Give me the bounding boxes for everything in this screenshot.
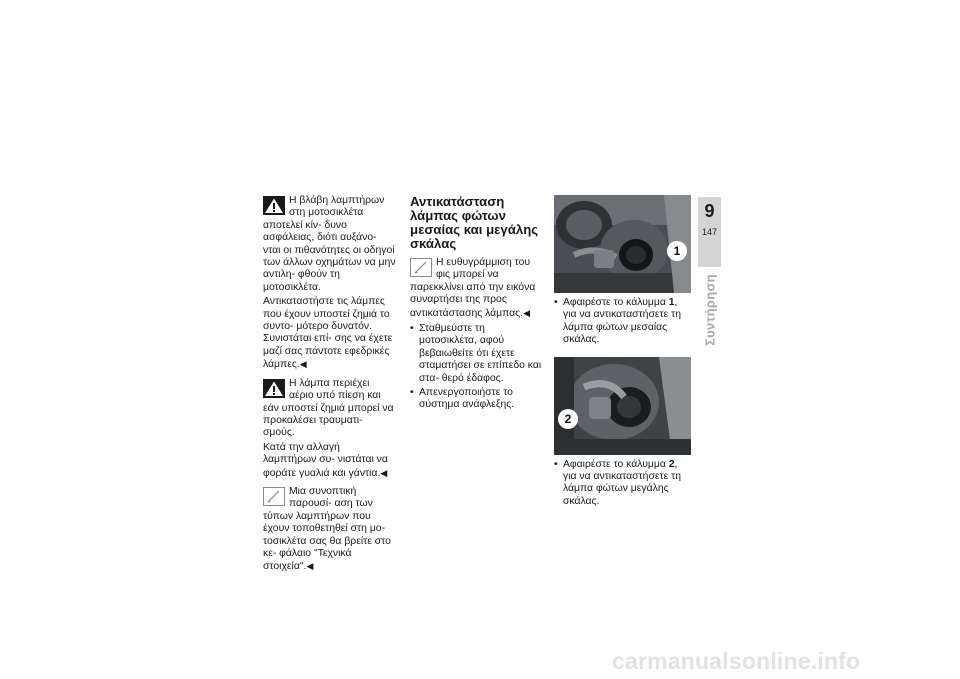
step-text: , για να αντικαταστήσετε τη λάμπα φώτων μεσαίας σκάλας. xyxy=(563,297,681,346)
right-column xyxy=(554,195,691,510)
photo-illustration xyxy=(554,357,691,455)
end-mark: ◀ xyxy=(306,561,314,572)
list-item: • Σταθμεύστε τη μοτοσικλέτα, αφού βεβαιωθείτε ότι έχετε σταματήσει σε επίπεδο και στα- θερό έδαφος. xyxy=(410,323,545,385)
warning-triangle-icon xyxy=(263,379,285,398)
photo-low-beam-cover xyxy=(554,195,691,293)
end-mark: ◀ xyxy=(380,467,388,478)
watermark: carmanualsonline.info xyxy=(612,648,861,674)
note-text: Η ευθυγράμμιση του φις μπορεί να παρεκκλίνει από την εικόνα συναρτήσει της προς αντικατάστασης λάμπας. xyxy=(410,257,536,319)
chapter-title-text: Συντήρηση xyxy=(702,274,718,346)
step-list xyxy=(410,323,545,412)
chapter-tab xyxy=(698,197,721,267)
warning-text-continued: Κατά την αλλαγή λαμπτήρων συ- νιστάται να φοράτε γυαλιά και γάντια. xyxy=(263,441,388,479)
step-callout-number: 2 xyxy=(668,458,675,470)
photo-high-beam-cover xyxy=(554,357,691,455)
middle-column xyxy=(410,195,545,414)
section-heading: Αντικατάσταση λάμπας φώτων μεσαίας και μεγάλης σκάλας xyxy=(410,194,539,251)
warning-block-damaged-bulbs xyxy=(263,195,396,294)
list-item xyxy=(554,297,691,347)
step-list xyxy=(554,297,691,347)
callout-label: 2 xyxy=(558,409,578,429)
note-block-alignment xyxy=(410,257,545,320)
warning-block-pressurized-gas xyxy=(263,378,396,440)
note-text: Μια συνοπτική παρουσί- αση των τύπων λαμπτήρων που έχουν τοποθετηθεί στη μο- τοσικλέτα σας θα βρείτε στο κε- φάλαιο "Τεχνικά στοιχεία". xyxy=(263,485,391,573)
end-mark: ◀ xyxy=(523,307,530,318)
step-list xyxy=(554,459,691,509)
end-mark: ◀ xyxy=(299,359,307,370)
chapter-title xyxy=(700,275,720,345)
note-pencil-icon xyxy=(263,487,285,506)
warning-triangle-icon xyxy=(263,196,285,215)
left-column xyxy=(263,195,396,576)
warning-text: Η βλάβη λαμπτήρων στη μοτοσικλέτα αποτελεί κίν- δυνο ασφάλειας, διότι αυξάνο- νται οι πιθανότητες οι οδηγοί των άλλων οχημάτων να μην αντιλη- φθούν τη μοτοσικλέτα. xyxy=(263,195,396,293)
note-block-bulb-types xyxy=(263,486,396,574)
note-pencil-icon xyxy=(410,258,432,277)
list-item: • Απενεργοποιήστε το σύστημα ανάφλεξης. xyxy=(410,387,545,412)
step-text: , για να αντικαταστήσετε τη λάμπα φώτων μεγάλης σκάλας. xyxy=(563,458,681,507)
chapter-number: 9 xyxy=(704,201,715,221)
warning-text-continued: Αντικαταστήστε τις λάμπες που έχουν υποστεί ζημιά το συντο- μότερο δυνατόν. Συνιστάται επί- σης να έχετε μαζί σας πάντοτε εφεδρικές λάμπες. xyxy=(263,296,393,371)
page-number: 147 xyxy=(701,227,718,237)
list-item xyxy=(554,459,691,509)
step-callout-number: 1 xyxy=(668,297,675,308)
callout-label: 1 xyxy=(667,241,687,261)
step-text: Αφαιρέστε το κάλυμμα xyxy=(563,297,669,308)
step-text: Αφαιρέστε το κάλυμμα xyxy=(563,458,669,470)
warning-text: Η λάμπα περιέχει αέριο υπό πίεση και εάν υποστεί ζημιά μπορεί να προκαλέσει τραυματι- σμούς. xyxy=(263,377,394,439)
